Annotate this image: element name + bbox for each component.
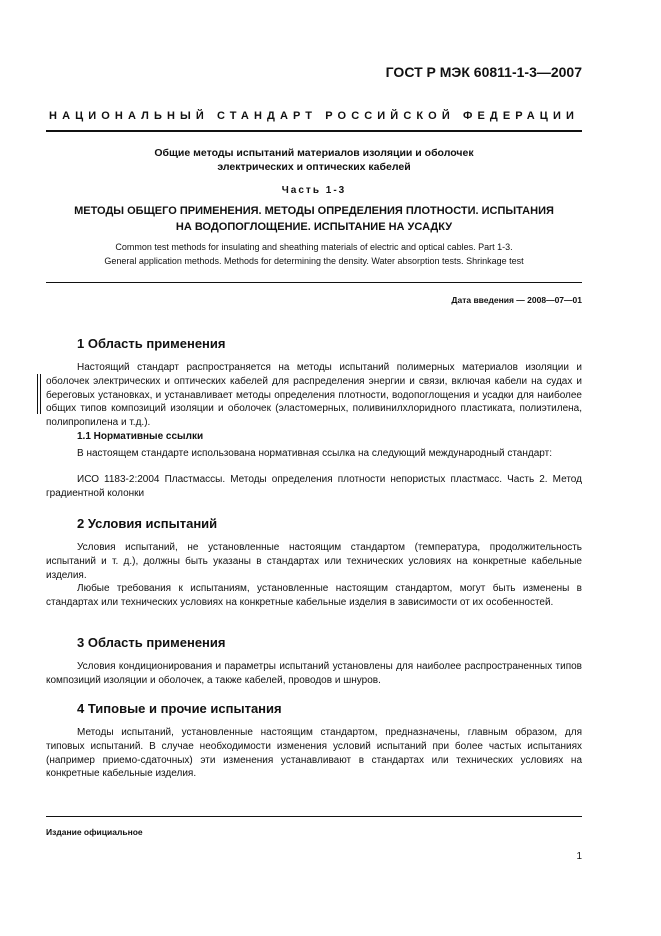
section-4-heading: 4 Типовые и прочие испытания	[77, 701, 282, 716]
change-bar	[40, 374, 41, 414]
title-en-line2: General application methods. Methods for determining the density. Water absorption tests. Shrinkage test	[104, 255, 524, 266]
top-divider	[46, 130, 582, 132]
normative-reference: ИСО 1183-2:2004 Пластмассы. Методы определения плотности непористых пластмасс. Часть 2. Метод градиентной колонки	[46, 474, 582, 499]
title-en	[46, 241, 582, 268]
section-2-paragraph-1: Условия испытаний, не установленные настоящим стандартом (температура, продолжительность испытаний и т. д.), должны быть указаны в стандартах или технических условиях на конкретные кабельные изделия.	[46, 542, 582, 581]
standard-code: ГОСТ Р МЭК 60811-1-3—2007	[385, 64, 582, 80]
title-caps-line1: МЕТОДЫ ОБЩЕГО ПРИМЕНЕНИЯ. МЕТОДЫ ОПРЕДЕЛЕНИЯ ПЛОТНОСТИ. ИСПЫТАНИЯ	[74, 205, 554, 217]
section-1-paragraph: Настоящий стандарт распространяется на методы испытаний полимерных материалов изоляции и оболочек электрических и оптических кабелей для распределения энергии и связи, включая кабели на судах и береговых установках, и устанавливает методы определения плотности, водопоглощения и усадки для наиболее общих типов композиций изоляции и оболочек (эластомерных, поливинилхлоридного пластиката, полиэтилена, полипропилена и т.д.).	[46, 362, 582, 429]
part-text: Часть 1-3	[281, 185, 347, 196]
footer-divider	[46, 816, 582, 817]
part-label	[46, 185, 582, 196]
national-standard-banner: НАЦИОНАЛЬНЫЙ СТАНДАРТ РОССИЙСКОЙ ФЕДЕРАЦИИ	[49, 110, 579, 122]
section-3-heading: 3 Область применения	[77, 635, 226, 650]
page-number: 1	[576, 851, 582, 862]
section-4-paragraph: Методы испытаний, установленные настоящим стандартом, предназначены, главным образом, для типовых испытаний. В случае необходимости изменения условий испытаний при более частых испытаниях (например приемо-сдаточных) эти изменения устанавливают в стандартах или технических условиях на конкретные кабельные изделия.	[46, 727, 582, 780]
effective-date: Дата введения — 2008—07—01	[451, 295, 582, 305]
official-edition-label: Издание официальное	[46, 827, 143, 837]
title-ru-line2: электрических и оптических кабелей	[217, 161, 411, 173]
section-1-1-heading: 1.1 Нормативные ссылки	[77, 431, 204, 442]
change-bar	[37, 374, 38, 414]
title-divider	[46, 282, 582, 283]
title-caps-line2: НА ВОДОПОГЛОЩЕНИЕ. ИСПЫТАНИЕ НА УСАДКУ	[175, 221, 453, 233]
section-1-1-paragraph: В настоящем стандарте использована нормативная ссылка на следующий международный стандарт:	[77, 448, 552, 459]
section-3-paragraph: Условия кондиционирования и параметры испытаний установлены для наиболее распространенных типов композиций изоляции и оболочек, а также кабелей, проводов и шнуров.	[46, 661, 582, 686]
section-2-paragraph-2: Любые требования к испытаниям, установленные настоящим стандартом, могут быть изменены в стандартах или технических условиях на конкретные кабельные изделия в зависимости от их особенностей.	[46, 583, 582, 608]
title-ru-line1: Общие методы испытаний материалов изоляции и оболочек	[154, 147, 474, 159]
section-1-heading: 1 Область применения	[77, 336, 226, 351]
title-en-line1: Common test methods for insulating and sheathing materials of electric and optical cables. Part 1-3.	[115, 242, 513, 252]
section-2-heading: 2 Условия испытаний	[77, 516, 218, 531]
title-caps	[46, 203, 582, 235]
title-ru	[46, 146, 582, 174]
